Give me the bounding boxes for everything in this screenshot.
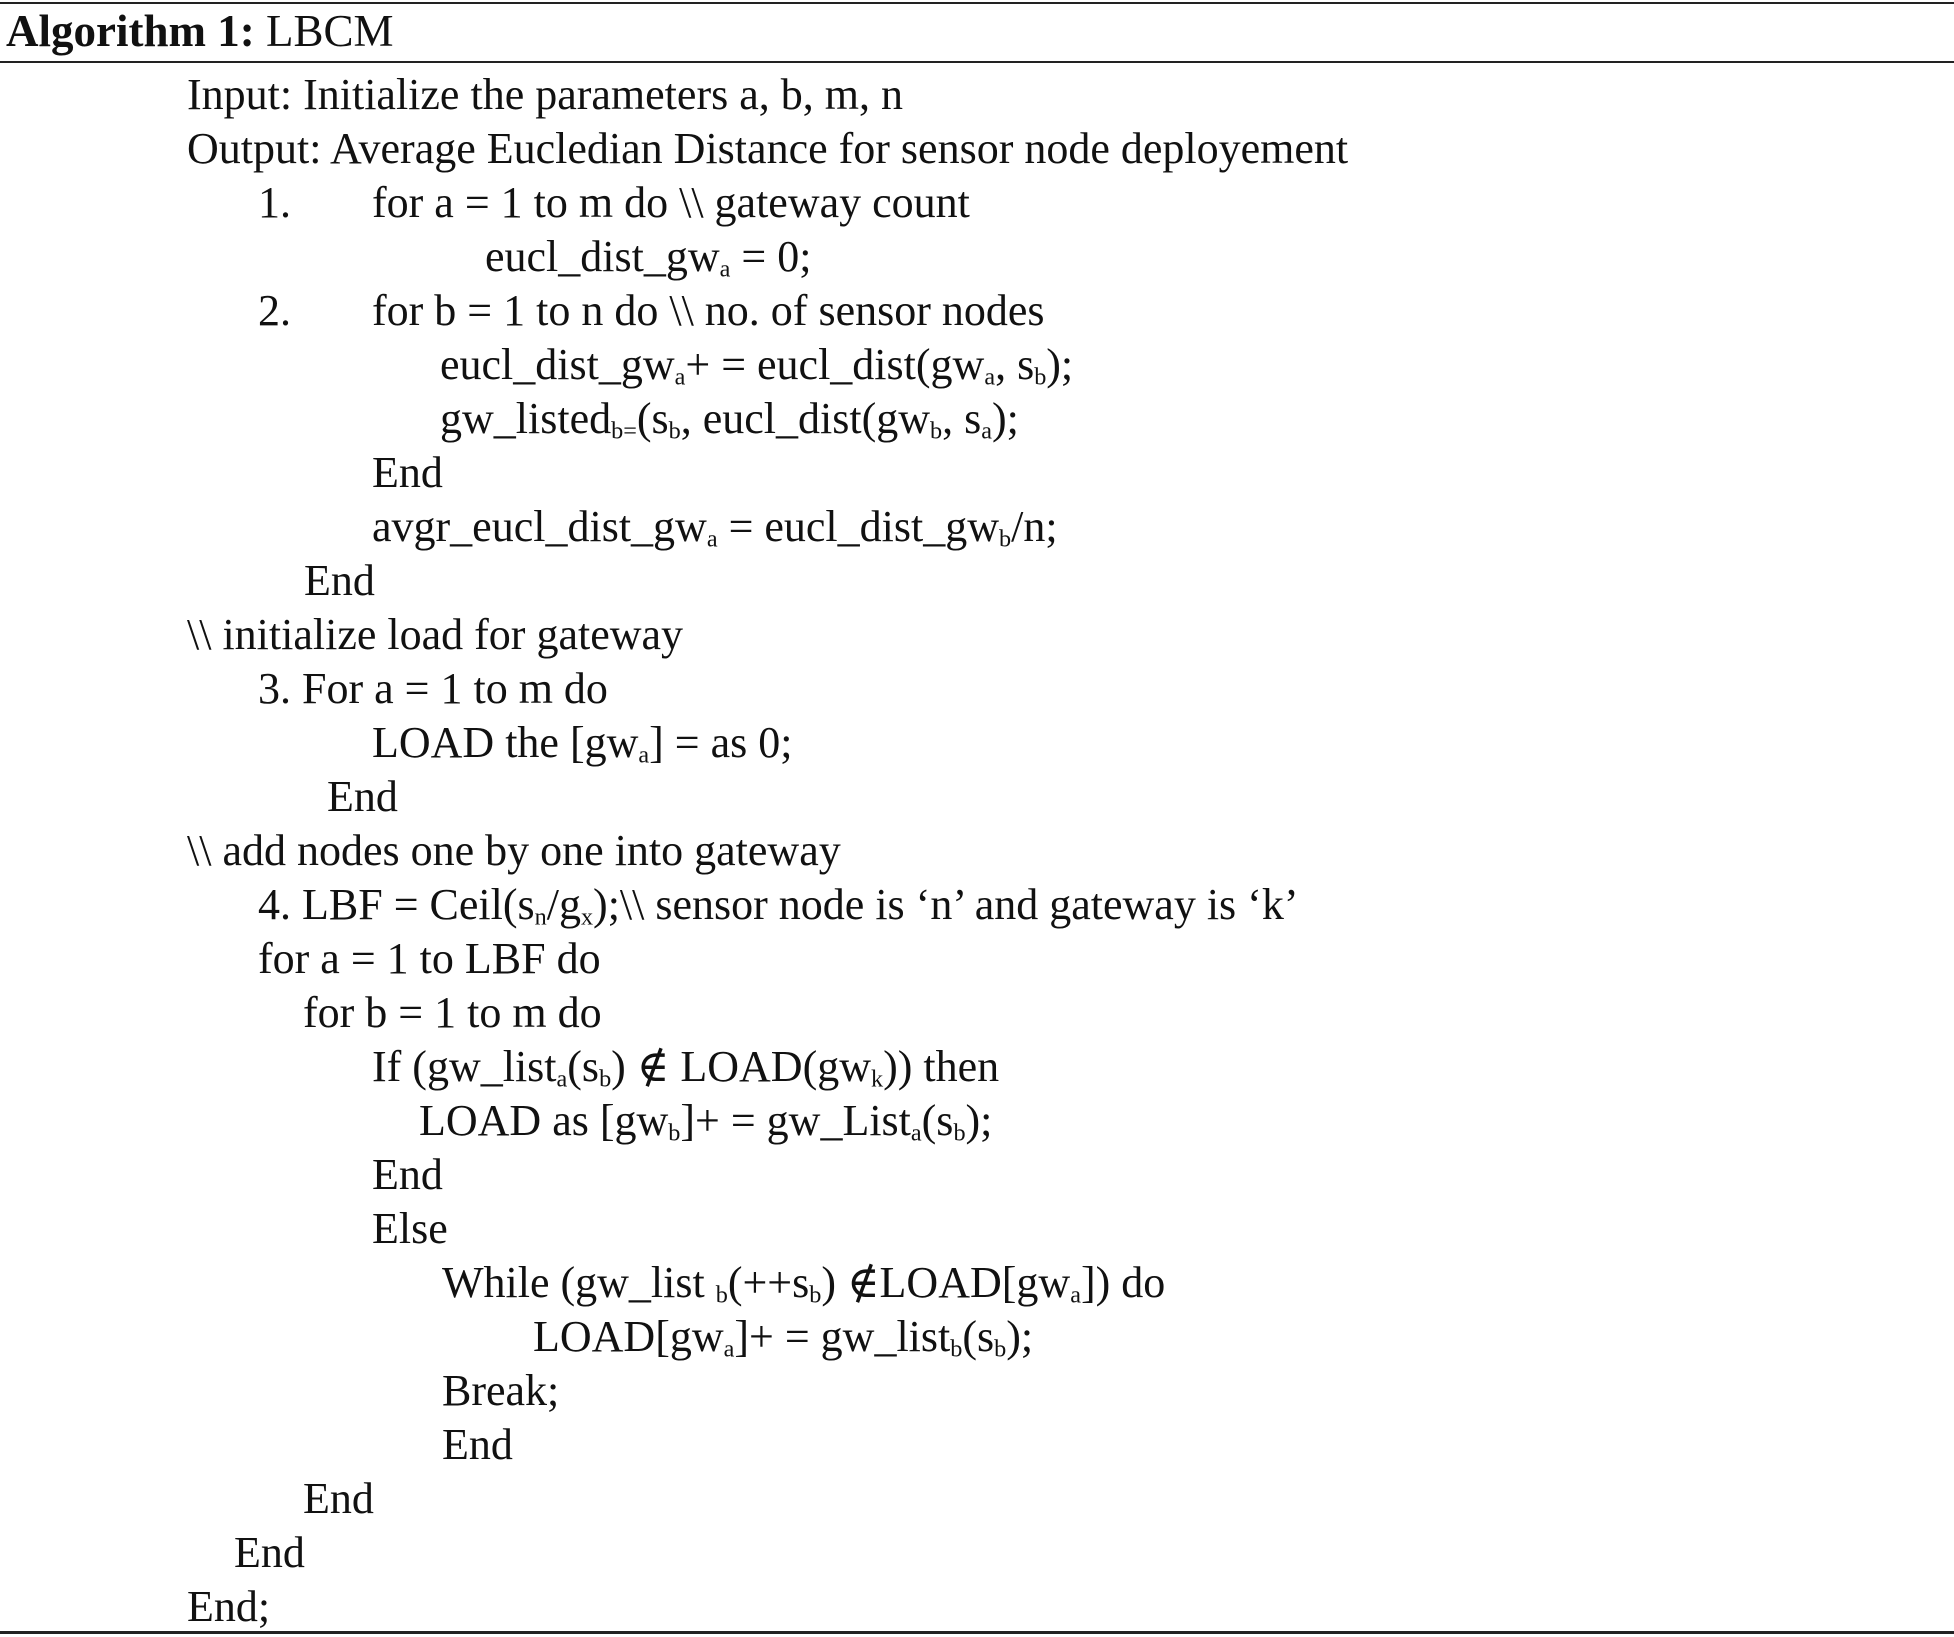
- subscript: a: [723, 1335, 735, 1363]
- code-text: (s: [921, 1096, 954, 1145]
- subscript: b: [599, 1065, 612, 1093]
- subscript: a: [556, 1065, 568, 1093]
- code-text: + = eucl_dist(gw: [685, 340, 985, 389]
- code-text: /g: [546, 880, 581, 929]
- caption-rule: [0, 61, 1954, 63]
- code-text: Input: Initialize the parameters a, b, m, n: [187, 70, 903, 119]
- algorithm-label: Algorithm 1:: [6, 6, 255, 56]
- code-text: ]+ = gw_List: [680, 1096, 911, 1145]
- pseudocode-line: [372, 1040, 999, 1094]
- pseudocode-line: [372, 1202, 448, 1256]
- code-text: (s: [962, 1312, 995, 1361]
- code-text: LOAD the [gw: [372, 718, 639, 767]
- subscript: a: [638, 741, 650, 769]
- pseudocode-line: [258, 878, 1299, 932]
- pseudocode-line: [372, 1148, 443, 1202]
- code-text: );: [965, 1096, 993, 1145]
- subscript: a: [706, 525, 718, 553]
- pseudocode-line: [372, 716, 792, 770]
- pseudocode-line: [485, 230, 811, 284]
- code-text: While (gw_list: [442, 1258, 716, 1307]
- code-text: ]) do: [1080, 1258, 1166, 1307]
- subscript: b: [668, 417, 681, 445]
- pseudocode-line: [419, 1094, 992, 1148]
- pseudocode-line: [442, 1256, 1165, 1310]
- subscript: a: [910, 1119, 922, 1147]
- code-text: 3. For a = 1 to m do: [258, 664, 608, 713]
- pseudocode-line: [187, 608, 683, 662]
- subscript: b=: [611, 417, 637, 445]
- code-text: for a = 1 to m do \\ gateway count: [372, 178, 970, 227]
- pseudocode-line: [258, 176, 291, 230]
- subscript: b: [994, 1335, 1007, 1363]
- subscript: k: [871, 1065, 884, 1093]
- algorithm-caption: [6, 2, 394, 60]
- code-text: avgr_eucl_dist_gw: [372, 502, 707, 551]
- code-text: End: [372, 448, 443, 497]
- pseudocode-line: [533, 1310, 1033, 1364]
- algorithm-name: LBCM: [265, 6, 394, 56]
- code-text: eucl_dist_gw: [485, 232, 720, 281]
- code-text: 1.: [258, 178, 291, 227]
- subscript: b: [809, 1281, 822, 1309]
- code-text: = eucl_dist_gw: [717, 502, 1000, 551]
- code-text: End: [303, 1474, 374, 1523]
- subscript: a: [984, 363, 996, 391]
- code-text: (s: [567, 1042, 600, 1091]
- code-text: (s: [636, 394, 669, 443]
- pseudocode-line: [304, 554, 375, 608]
- pseudocode-statement: [372, 284, 1045, 338]
- code-text: for a = 1 to LBF do: [258, 934, 601, 983]
- code-text: )) then: [883, 1042, 1000, 1091]
- bottom-rule: [0, 1631, 1954, 1634]
- code-text: End: [442, 1420, 513, 1469]
- subscript: x: [580, 903, 594, 931]
- code-text: );: [1006, 1312, 1034, 1361]
- code-text: If (gw_list: [372, 1042, 557, 1091]
- code-text: End: [327, 772, 398, 821]
- pseudocode-line: [440, 338, 1073, 392]
- subscript: b: [953, 1119, 966, 1147]
- code-text: );\\ sensor node is ‘n’ and gateway is ‘k’: [593, 880, 1299, 929]
- code-text: , s: [995, 340, 1035, 389]
- subscript: n: [534, 903, 547, 931]
- code-text: );: [1046, 340, 1074, 389]
- code-text: ) ∉ LOAD(gw: [611, 1042, 872, 1091]
- code-text: 2.: [258, 286, 291, 335]
- code-text: gw_listed: [440, 394, 612, 443]
- pseudocode-line: [327, 770, 398, 824]
- pseudocode-line: [187, 1580, 270, 1634]
- code-text: ) ∉LOAD[gw: [821, 1258, 1071, 1307]
- pseudocode-statement: [372, 176, 970, 230]
- code-text: End: [304, 556, 375, 605]
- subscript: a: [1070, 1281, 1081, 1309]
- code-text: /n;: [1011, 502, 1058, 551]
- pseudocode-line: [187, 68, 903, 122]
- pseudocode-line: [258, 284, 291, 338]
- subscript: b: [1034, 363, 1047, 391]
- code-text: );: [992, 394, 1019, 443]
- subscript: b: [668, 1119, 681, 1147]
- code-text: LOAD[gw: [533, 1312, 724, 1361]
- pseudocode-line: [372, 500, 1058, 554]
- code-text: 4. LBF = Ceil(s: [258, 880, 535, 929]
- pseudocode-line: [234, 1526, 305, 1580]
- code-text: ] = as 0;: [649, 718, 793, 767]
- code-text: eucl_dist_gw: [440, 340, 675, 389]
- pseudocode-line: [442, 1418, 513, 1472]
- code-text: \\ add nodes one by one into gateway: [187, 826, 841, 875]
- pseudocode-line: [187, 122, 1348, 176]
- subscript: b: [715, 1281, 728, 1309]
- subscript: b: [930, 417, 943, 445]
- code-text: (++s: [727, 1258, 810, 1307]
- code-text: for b = 1 to n do \\ no. of sensor nodes: [372, 286, 1045, 335]
- pseudocode-line: [258, 932, 601, 986]
- code-text: Output: Average Eucledian Distance for sensor node deployement: [187, 124, 1349, 173]
- code-text: ]+ = gw_list: [734, 1312, 951, 1361]
- code-text: End: [372, 1150, 443, 1199]
- code-text: Break;: [442, 1366, 560, 1415]
- pseudocode-line: [303, 1472, 374, 1526]
- code-text: End;: [187, 1582, 271, 1631]
- pseudocode-line: [187, 824, 841, 878]
- subscript: b: [999, 525, 1012, 553]
- code-text: , eucl_dist(gw: [680, 394, 931, 443]
- code-text: \\ initialize load for gateway: [187, 610, 684, 659]
- code-text: Else: [372, 1204, 448, 1253]
- subscript: a: [674, 363, 686, 391]
- pseudocode-line: [258, 662, 608, 716]
- code-text: , s: [942, 394, 982, 443]
- pseudocode-line: [440, 392, 1019, 446]
- subscript: a: [981, 417, 992, 445]
- subscript: b: [950, 1335, 963, 1363]
- subscript: a: [719, 255, 731, 283]
- code-text: LOAD as [gw: [419, 1096, 669, 1145]
- code-text: for b = 1 to m do: [303, 988, 602, 1037]
- code-text: End: [234, 1528, 305, 1577]
- pseudocode-line: [442, 1364, 559, 1418]
- pseudocode-line: [372, 446, 443, 500]
- code-text: = 0;: [730, 232, 812, 281]
- pseudocode-line: [303, 986, 602, 1040]
